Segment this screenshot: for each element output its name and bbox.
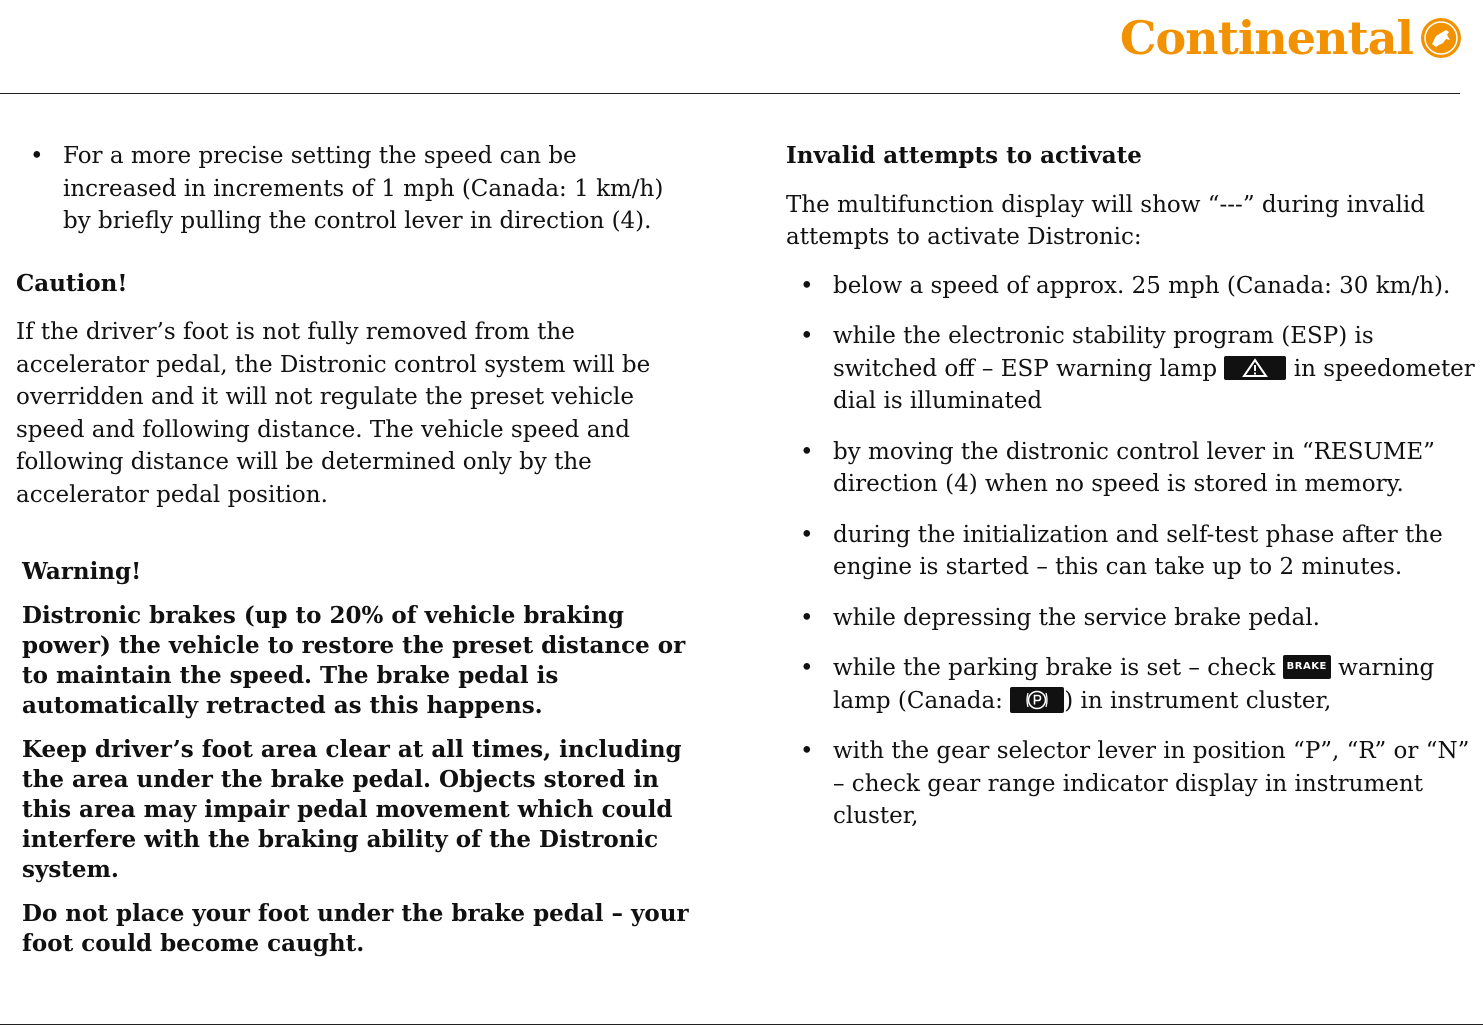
caution-text: If the driver’s foot is not fully removed from the accelerator pedal, the Distronic control system will be overridden and it will not regulate the preset vehicle speed and following distance. The vehicle speed and following distance will be determined only by the accelerator pedal position.: [16, 319, 651, 508]
horse-emblem-icon: [1419, 16, 1463, 60]
parking-brake-icon: [1010, 687, 1064, 713]
intro-bullet-list: [16, 140, 696, 238]
invalid-attempts-list: [786, 270, 1480, 833]
list-item: • while the parking brake is set – check BRAKE warning lamp (Canada: ) in instrument cluster,: [786, 652, 1480, 717]
section-intro: The multifunction display will show “---” during invalid attempts to activate Distronic:: [786, 191, 1425, 250]
warning-paragraph: Distronic brakes (up to 20% of vehicle braking power) the vehicle to restore the preset distance or to maintain the speed. The brake pedal is automatically retracted as this happens.: [22, 602, 686, 719]
warning-block: [22, 557, 696, 959]
brake-warning-icon: BRAKE: [1283, 655, 1331, 679]
list-item: • with the gear selector lever in position “P”, “R” or “N” – check gear range indicator display in instrument cluster,: [786, 735, 1480, 833]
list-item: • For a more precise setting the speed can be increased in increments of 1 mph (Canada: 1 km/h) by briefly pulling the control lever in direction (4).: [16, 140, 696, 238]
right-column: [786, 140, 1480, 851]
caution-heading: Caution!: [16, 269, 128, 297]
warning-heading: Warning!: [22, 558, 142, 585]
list-item: • during the initialization and self-test phase after the engine is started – this can take up to 2 minutes.: [786, 519, 1480, 584]
left-column: [16, 140, 696, 959]
esp-warning-triangle-icon: [1224, 356, 1286, 380]
list-item: • below a speed of approx. 25 mph (Canada: 30 km/h).: [786, 270, 1480, 303]
list-item: • while depressing the service brake pedal.: [786, 602, 1480, 635]
brand-wordmark: Continental: [1119, 11, 1413, 65]
section-heading: Invalid attempts to activate: [786, 142, 1142, 169]
list-item: • by moving the distronic control lever in “RESUME” direction (4) when no speed is stored in memory.: [786, 436, 1480, 501]
list-item: • while the electronic stability program (ESP) is switched off – ESP warning lamp in speedometer dial is illuminated: [786, 320, 1480, 418]
header-divider: [0, 93, 1460, 94]
brand-logo: [1120, 6, 1463, 70]
footer-divider: [0, 1024, 1483, 1025]
warning-paragraph: Do not place your foot under the brake pedal – your foot could become caught.: [22, 900, 689, 957]
warning-paragraph: Keep driver’s foot area clear at all times, including the area under the brake pedal. Objects stored in this area may impair pedal movement which could interfere with the braking ability of the Distronic system.: [22, 736, 682, 883]
